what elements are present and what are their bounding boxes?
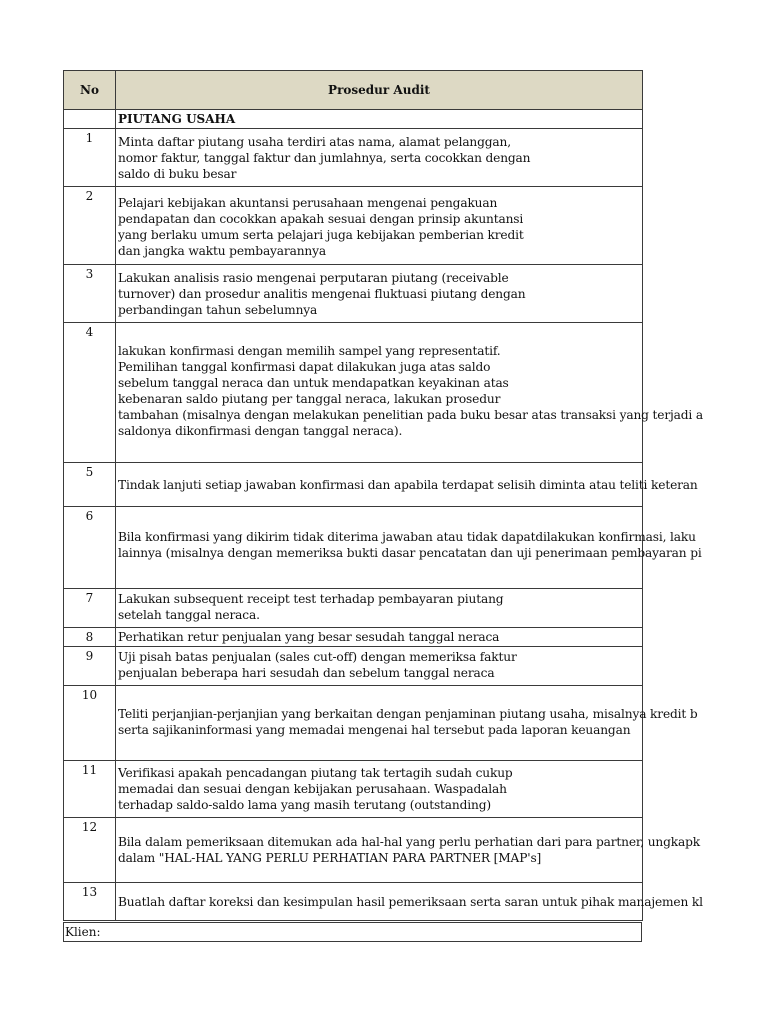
procedure-text: Teliti perjanjian-perjanjian yang berkaitan dengan penjaminan piutang usaha, misalnya kredit b serta sajikaninformasi yang memadai mengenai hal tersebut pada laporan keuangan [118,707,698,737]
table-row [64,686,643,761]
row-number: 11 [64,761,116,818]
row-number: 4 [64,323,116,463]
client-label: Klien: [65,925,101,939]
table-row [64,883,643,921]
table-row [64,507,643,589]
procedure-cell [116,507,702,589]
row-number: 6 [64,507,116,589]
table-row [64,187,643,265]
procedure-text: Bila dalam pemeriksaan ditemukan ada hal-hal yang perlu perhatian dari para partner, ungkapk dalam "HAL-HAL YANG PERLU PERHATIAN PARA PARTNER [MAP's] [118,835,700,865]
table-row [64,323,643,463]
table-row [64,628,643,647]
procedure-cell [116,265,643,323]
procedure-text: Lakukan subsequent receipt test terhadap pembayaran piutang setelah tanggal neraca. [118,592,504,622]
procedure-text: Buatlah daftar koreksi dan kesimpulan hasil pemeriksaan serta saran untuk pihak manajemen kl [118,895,703,909]
section-title-cell [116,110,643,129]
row-number: 5 [64,463,116,507]
row-number: 2 [64,187,116,265]
audit-procedure-sheet [63,70,704,921]
procedure-text: Verifikasi apakah pencadangan piutang tak tertagih sudah cukup memadai dan sesuai dengan kebijakan perusahaan. Waspadalah terhadap saldo-saldo lama yang masih terutang (outstanding) [118,766,513,812]
procedure-cell [116,883,703,921]
row-number: 8 [64,628,116,647]
section-no-cell [64,110,116,129]
row-number: 7 [64,589,116,628]
procedure-text: Lakukan analisis rasio mengenai perputaran piutang (receivable turnover) dan prosedur analitis mengenai fluktuasi piutang dengan perbandingan tahun sebelumnya [118,271,526,317]
client-footer-row [63,922,642,942]
procedure-text: Perhatikan retur penjualan yang besar sesudah tanggal neraca [118,630,500,644]
procedure-text: Uji pisah batas penjualan (sales cut-off) dengan memeriksa faktur penjualan beberapa hari sesudah dan sebelum tanggal neraca [118,650,517,680]
procedure-cell [116,818,700,883]
table-row [64,647,643,686]
audit-procedure-table [63,70,704,921]
procedure-cell [116,628,643,647]
row-number: 1 [64,129,116,187]
table-row [64,761,643,818]
procedure-cell [116,589,643,628]
table-row [64,265,643,323]
section-title: PIUTANG USAHA [118,112,236,126]
procedure-cell [116,463,698,507]
table-header-row [64,71,643,110]
row-number: 12 [64,818,116,883]
table-row [64,818,643,883]
header-no: No [64,71,116,110]
table-row [64,463,643,507]
procedure-cell [116,323,704,463]
row-number: 10 [64,686,116,761]
row-number: 9 [64,647,116,686]
procedure-cell [116,647,643,686]
procedure-cell [116,129,643,187]
procedure-text: Pelajari kebijakan akuntansi perusahaan mengenai pengakuan pendapatan dan cocokkan apakah sesuai dengan prinsip akuntansi yang berlaku umum serta pelajari juga kebijakan pemberian kredit dan jangka waktu pembayarannya [118,196,524,258]
procedure-cell [116,187,643,265]
row-number: 13 [64,883,116,921]
header-procedure: Prosedur Audit [116,71,643,110]
row-number: 3 [64,265,116,323]
procedure-cell [116,686,698,761]
table-row [64,129,643,187]
procedure-text: Tindak lanjuti setiap jawaban konfirmasi dan apabila terdapat selisih diminta atau teliti keteran [118,478,698,492]
procedure-text: Bila konfirmasi yang dikirim tidak diterima jawaban atau tidak dapatdilakukan konfirmasi, laku lainnya (misalnya dengan memeriksa bukti dasar pencatatan dan uji penerimaan pembayaran pi [118,530,702,560]
table-row [64,589,643,628]
procedure-cell [116,761,643,818]
procedure-text: lakukan konfirmasi dengan memilih sampel yang representatif. Pemilihan tanggal konfirmasi dapat dilakukan juga atas saldo sebelum tanggal neraca dan untuk mendapatkan keyakinan atas kebenaran saldo piutang per tanggal neraca, lakukan prosedur tambahan (misalnya dengan melakukan penelitian pada buku besar atas transaksi yang terjadi a saldonya dikonfirmasi dengan tanggal neraca). [118,344,704,438]
procedure-text: Minta daftar piutang usaha terdiri atas nama, alamat pelanggan, nomor faktur, tanggal faktur dan jumlahnya, serta cocokkan dengan saldo di buku besar [118,135,531,181]
section-row [64,110,643,129]
